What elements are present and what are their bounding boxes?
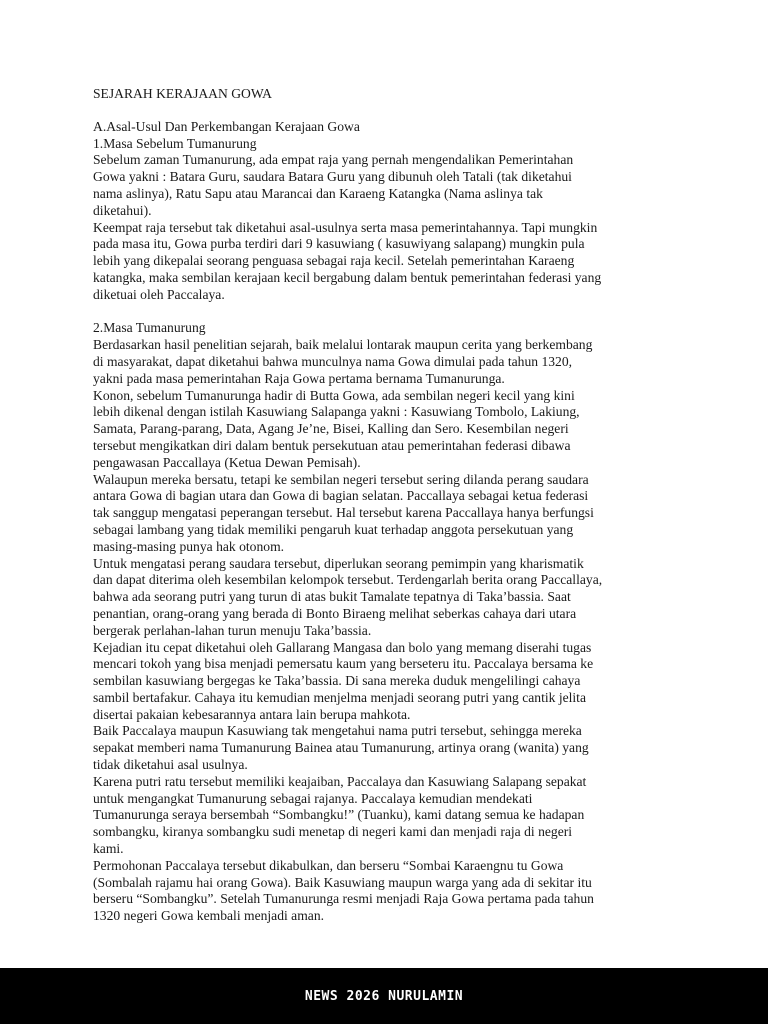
text-line: sepakat memberi nama Tumanurung Bainea atau Tumanurung, artinya orang (wanita) yang [93, 740, 589, 756]
text-line: nama aslinya), Ratu Sapu atau Marancai dan Karaeng Katangka (Nama aslinya tak [93, 185, 543, 201]
text-line: di masyarakat, dapat diketahui bahwa munculnya nama Gowa dimulai pada tahun 1320, [93, 353, 573, 369]
text-line: 2.Masa Tumanurung [93, 320, 206, 336]
document-title: SEJARAH KERAJAAN GOWA [93, 86, 272, 101]
text-line: sambil bertafakur. Cahaya itu kemudian menjelma menjadi seorang putri yang cantik jelita [93, 689, 586, 705]
text-line: pengawasan Paccallaya (Ketua Dewan Pemisah). [93, 454, 361, 470]
text-line: katangka, maka sembilan kerajaan kecil bergabung dalam bentuk pemerintahan federasi yang [93, 269, 602, 285]
text-line: 1320 negeri Gowa kembali menjadi aman. [93, 908, 325, 924]
text-line: pada masa itu, Gowa purba terdiri dari 9 kasuwiang ( kasuwiyang salapang) mungkin pula [93, 236, 585, 252]
text-line: antara Gowa di bagian utara dan Gowa di bagian selatan. Paccallaya sebagai ketua federasi [93, 488, 589, 504]
text-line: lebih dikenal dengan istilah Kasuwiang Salapanga yakni : Kasuwiang Tombolo, Lakiung, [93, 404, 580, 420]
text-line: untuk mengangkat Tumanurung sebagai rajanya. Paccalaya kemudian mendekati [93, 790, 533, 806]
text-line: Baik Paccalaya maupun Kasuwiang tak mengetahui nama putri tersebut, sehingga mereka [93, 723, 582, 739]
text-line: sembilan kasuwiang bergegas ke Taka’bassia. Di sana mereka duduk mengelilingi cahaya [93, 673, 581, 689]
text-line: tidak diketahui asal usulnya. [93, 757, 248, 773]
text-line: Kejadian itu cepat diketahui oleh Gallarang Mangasa dan bolo yang memang diserahi tugas [93, 639, 592, 655]
text-line: Karena putri ratu tersebut memiliki keajaiban, Paccalaya dan Kasuwiang Salapang sepakat [93, 773, 587, 789]
paragraph-gap [93, 304, 675, 321]
text-line: bergerak perlahan-lahan turun menuju Taka’bassia. [93, 622, 372, 638]
text-line: Untuk mengatasi perang saudara tersebut, diperlukan seorang pemimpin yang kharismatik [93, 555, 584, 571]
text-line: A.Asal-Usul Dan Perkembangan Kerajaan Gowa [93, 118, 360, 134]
text-line: Samata, Parang-parang, Data, Agang Je’ne, Bisei, Kalling dan Sero. Kesembilan negeri [93, 421, 569, 437]
text-line: Walaupun mereka bersatu, tetapi ke sembilan negeri tersebut sering dilanda perang saudara [93, 471, 589, 487]
text-line: penantian, orang-orang yang berada di Bonto Biraeng melihat seberkas cahaya dari utara [93, 605, 577, 621]
text-line: sebagai lambang yang tidak memiliki pengaruh kuat terhadap anggota persekutuan yang [93, 521, 574, 537]
section-masa-tumanurung [93, 320, 675, 925]
footer-banner [0, 968, 768, 1024]
text-line: tersebut mengikatkan diri dalam bentuk persekutuan atau pemerintahan federasi dibawa [93, 437, 571, 453]
text-line: tak sanggup mengatasi peperangan tersebut. Hal tersebut karena Paccallaya hanya berfungsi [93, 505, 594, 521]
footer-text: NEWS 2026 NURULAMIN [304, 988, 464, 1004]
text-line: yakni pada masa pemerintahan Raja Gowa pertama bernama Tumanurunga. [93, 370, 505, 386]
text-line: kami. [93, 841, 124, 857]
document-page [93, 86, 675, 925]
text-line: bahwa ada seorang putri yang turun di atas bukit Tamalate tepatnya di Taka’bassia. Saat [93, 589, 571, 605]
text-line: berseru “Sombangku”. Setelah Tumanurunga resmi menjadi Raja Gowa pertama pada tahun [93, 891, 594, 907]
section-asal-usul [93, 119, 675, 304]
text-line: Keempat raja tersebut tak diketahui asal-usulnya serta masa pemerintahannya. Tapi mungkin [93, 219, 598, 235]
text-line: Permohonan Paccalaya tersebut dikabulkan, dan berseru “Sombai Karaengnu tu Gowa [93, 857, 564, 873]
text-line: diketahui). [93, 202, 152, 218]
text-line: Tumanurunga seraya bersembah “Sombangku!” (Tuanku), kami datang semua ke hadapan [93, 807, 585, 823]
text-line: lebih yang dikepalai seorang penguasa sebagai raja kecil. Setelah pemerintahan Karaeng [93, 253, 575, 269]
text-line: diketuai oleh Paccalaya. [93, 286, 225, 302]
text-line: dan dapat diterima oleh kesembilan kelompok tersebut. Terdengarlah berita orang Paccallaya, [93, 572, 603, 588]
text-line: Sebelum zaman Tumanurung, ada empat raja yang pernah mengendalikan Pemerintahan [93, 152, 574, 168]
text-line: Konon, sebelum Tumanurunga hadir di Butta Gowa, ada sembilan negeri kecil yang kini [93, 387, 575, 403]
text-line: mencari tokoh yang bisa menjadi pemersatu kaum yang berseteru itu. Paccalaya bersama ke [93, 656, 594, 672]
text-line: sombangku, kiranya sombangku sudi menetap di negeri kami dan menjadi raja di negeri [93, 824, 573, 840]
text-line: (Sombalah rajamu hai orang Gowa). Baik Kasuwiang maupun warga yang ada di sekitar itu [93, 874, 592, 890]
text-line: Berdasarkan hasil penelitian sejarah, baik melalui lontarak maupun cerita yang berkembang [93, 337, 593, 353]
text-line: 1.Masa Sebelum Tumanurung [93, 135, 257, 151]
text-line: masing-masing punya hak otonom. [93, 538, 285, 554]
text-line: disertai pakaian kebesarannya antara lain berupa mahkota. [93, 706, 411, 722]
text-line: Gowa yakni : Batara Guru, saudara Batara Guru yang dibunuh oleh Tatali (tak diketahui [93, 169, 572, 185]
